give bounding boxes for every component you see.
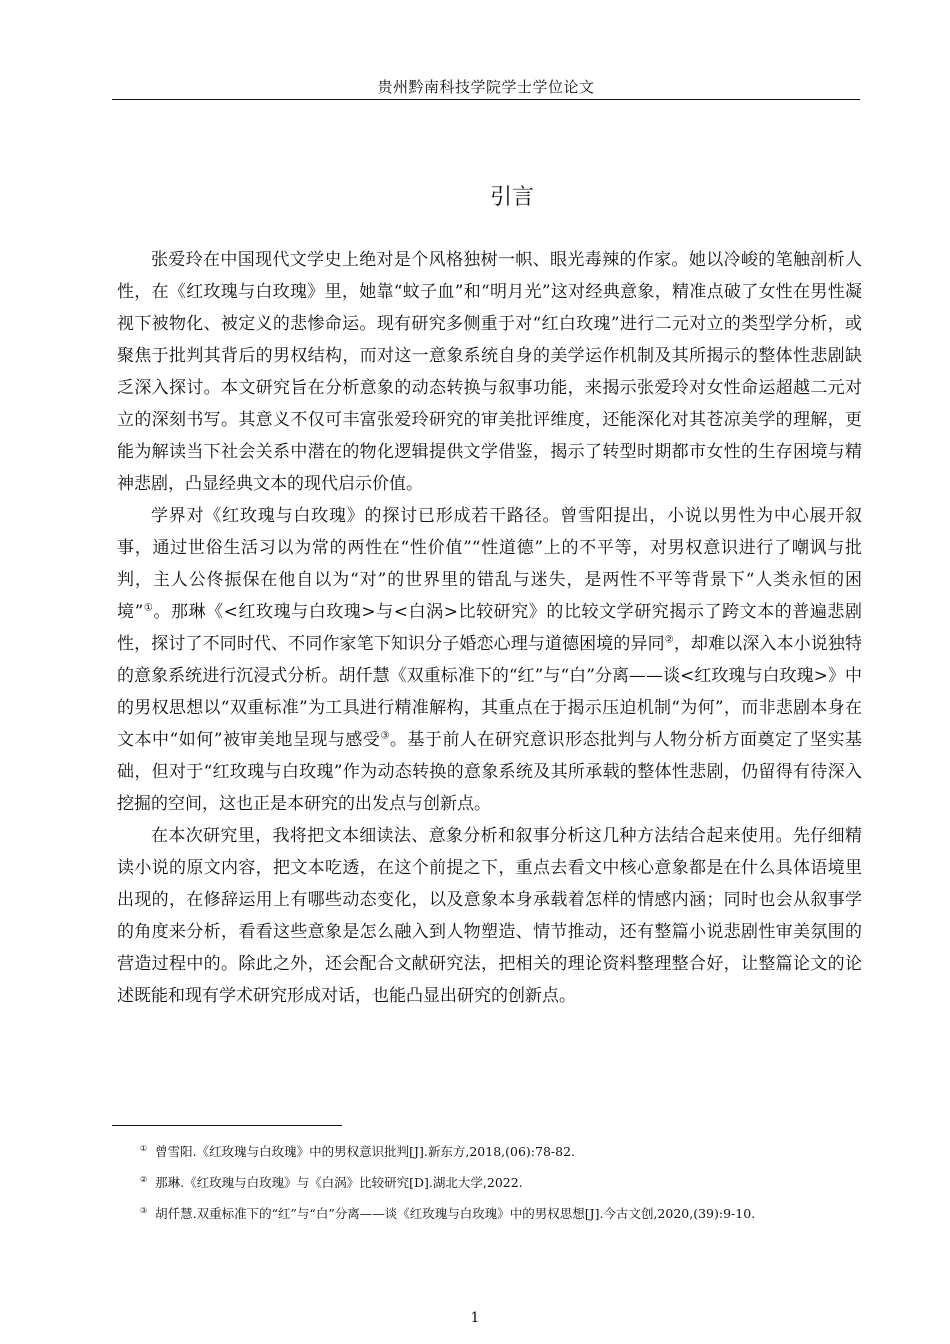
footnote-divider	[112, 1125, 342, 1126]
footnote	[140, 1143, 900, 1161]
paragraph-text: 。那琳《<红玫瑰与白玫瑰>与<白涡>比较研究》的比较文学研究揭示了跨文本的普遍悲剧性，探讨了不同时代、不同作家笔下知识分子婚恋心理与道德困境的异同	[117, 602, 862, 654]
footnote-mark: ①	[140, 1143, 148, 1153]
section-title: 引言	[489, 185, 534, 210]
footnote-mark: ③	[140, 1205, 148, 1215]
footnote-text: 曾雪阳.《红玫瑰与白玫瑰》中的男权意识批判[J].新东方,2018,(06):78-82.	[155, 1144, 576, 1159]
paragraph	[117, 244, 862, 500]
footnote-ref[interactable]: ①	[143, 602, 154, 614]
footnotes	[140, 1143, 900, 1236]
footnote	[140, 1174, 900, 1192]
page-number: 1	[470, 1310, 480, 1326]
footnote	[140, 1205, 900, 1223]
paragraph	[117, 500, 862, 820]
paragraph-text: 张爱玲在中国现代文学史上绝对是个风格独树一帜、眼光毒辣的作家。她以冷峻的笔触剖析人性，在《红玫瑰与白玫瑰》里，她靠“蚊子血”和“明月光”这对经典意象，精准点破了女性在男性凝视下被物化、被定义的悲惨命运。现有研究多侧重于对“红白玫瑰”进行二元对立的类型学分析，或聚焦于批判其背后的男权结构，而对这一意象系统自身的美学运作机制及其所揭示的整体性悲剧缺乏深入探讨。本文研究旨在分析意象的动态转换与叙事功能，来揭示张爱玲对女性命运超越二元对立的深刻书写。其意义不仅可丰富张爱玲研究的审美批评维度，还能深化对其苍凉美学的理解，更能为解读当下社会关系中潜在的物化逻辑提供文学借鉴，揭示了转型时期都市女性的生存困境与精神悲剧，凸显经典文本的现代启示价值。	[117, 250, 862, 494]
paragraph	[117, 820, 862, 1012]
footnote-mark: ②	[140, 1174, 148, 1184]
footnote-ref[interactable]: ③	[380, 730, 390, 742]
paragraph-text: ，却难以深入本小说独特的意象系统进行沉浸式分析。胡仟慧《双重标准下的“红”与“白”分离——谈<红玫瑰与白玫瑰>》中的男权思想以“双重标准”为工具进行精准解构，其重点在于揭示压迫机制“为何”，而非悲剧本身在文本中“如何”被审美地呈现与感受	[117, 634, 863, 750]
footnote-text: 那琳.《红玫瑰与白玫瑰》与《白涡》比较研究[D].湖北大学,2022.	[155, 1175, 523, 1190]
footnote-text: 胡仟慧.双重标准下的“红”与“白”分离——谈《红玫瑰与白玫瑰》中的男权思想[J].今古文创,2020,(39):9-10.	[155, 1206, 756, 1221]
paragraph-text: 在本次研究里，我将把文本细读法、意象分析和叙事分析这几种方法结合起来使用。先仔细精读小说的原文内容，把文本吃透，在这个前提之下，重点去看文中核心意象都是在什么具体语境里出现的，在修辞运用上有哪些动态变化，以及意象本身承载着怎样的情感内涵；同时也会从叙事学的角度来分析，看看这些意象是怎么融入到人物塑造、情节推动，还有整篇小说悲剧性审美氛围的营造过程中的。除此之外，还会配合文献研究法，把相关的理论资料整理整合好，让整篇论文的论述既能和现有学术研究形成对话，也能凸显出研究的创新点。	[117, 826, 862, 1006]
page-header: 贵州黔南科技学院学士学位论文	[377, 78, 595, 96]
body-text	[117, 244, 862, 1012]
footnote-ref[interactable]: ②	[664, 634, 674, 646]
header-divider	[112, 99, 860, 100]
paragraph-text: 。基于前人在研究意识形态批判与人物分析方面奠定了坚实基础，但对于“红玫瑰与白玫瑰”作为动态转换的意象系统及其所承载的整体性悲剧，仍留得有待深入挖掘的空间，这也正是本研究的出发点与创新点。	[117, 730, 862, 814]
paragraph-text: 学界对《红玫瑰与白玫瑰》的探讨已形成若干路径。曾雪阳提出，小说以男性为中心展开叙事，通过世俗生活习以为常的两性在“性价值”“性道德”上的不平等，对男权意识进行了嘲讽与批判，主人公佟振保在他自以为“对”的世界里的错乱与迷失，是两性不平等背景下“人类永恒的困境”	[117, 506, 862, 622]
